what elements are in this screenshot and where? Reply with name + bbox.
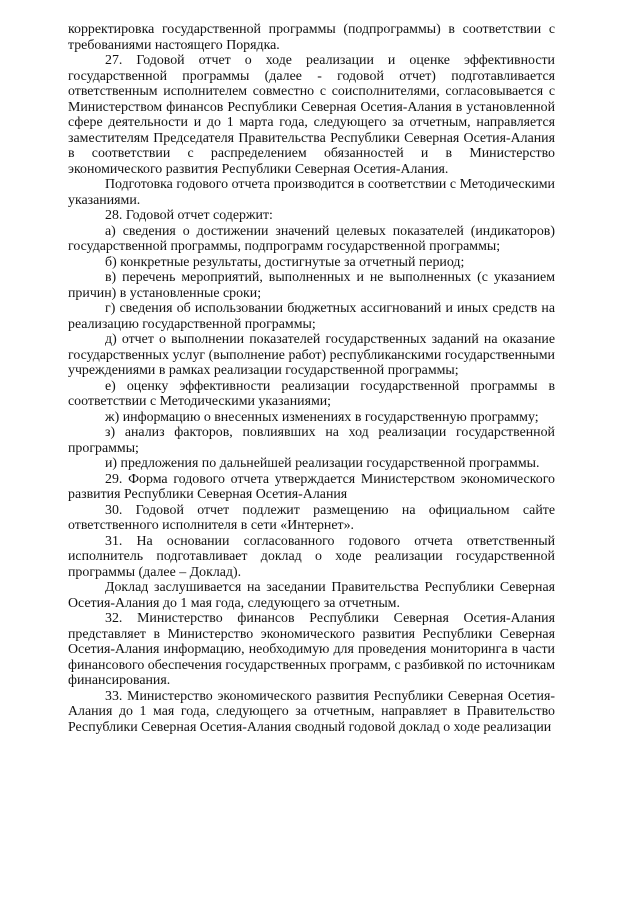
document-page [68,22,555,735]
paragraph-30: 30. Годовой отчет подлежит размещению на официальном сайте ответственного исполнителя в сети «Интернет». [68,502,555,533]
list-item-a: а) сведения о достижении значений целевых показателей (индикаторов) государственной программы, подпрограмм государственной программы; [68,223,555,254]
list-item-g: г) сведения об использовании бюджетных ассигнований и иных средств на реализацию государственной программы; [68,301,555,332]
paragraph-31: 31. На основании согласованного годового отчета ответственный исполнитель подготавливает доклад о ходе реализации государственной программы (далее – Доклад). [68,533,555,580]
list-item-e: е) оценку эффективности реализации государственной программы в соответствии с Методическими указаниями; [68,378,555,409]
paragraph-32: 32. Министерство финансов Республики Северная Осетия-Алания представляет в Министерство экономического развития Республики Северная Осетия-Алания информацию, необходимую для проведения мониторинга в части финансового обеспечения государственных программ, с разбивкой по источникам финансирования. [68,611,555,688]
list-item-d: д) отчет о выполнении показателей государственных заданий на оказание государственных услуг (выполнение работ) республиканскими государственными учреждениями в рамках реализации государственной программы; [68,332,555,378]
list-item-zh: ж) информацию о внесенных изменениях в государственную программу; [105,409,539,425]
list-item-i: и) предложения по дальнейшей реализации государственной программы. [105,456,540,471]
paragraph-continuation: корректировка государственной программы (подпрограммы) в соответствии с требованиями настоящего Порядка. [68,22,555,53]
paragraph-28: 28. Годовой отчет содержит: [105,208,273,223]
paragraph-31-report: Доклад заслушивается на заседании Правительства Республики Северная Осетия-Алания до 1 мая года, следующего за отчетным. [68,580,555,611]
paragraph-27: 27. Годовой отчет о ходе реализации и оценке эффективности государственной программы (далее - годовой отчет) подготавливается ответственным исполнителем совместно с соисполнителями, согласовывается с Министерством финансов Республики Северная Осетия-Алания в установленной сфере деятельности и до 1 марта года, следующего за отчетным, направляется заместителям Председателя Правительства Республики Северная Осетия-Алания в соответствии с распределением обязанностей и в Министерство экономического развития Республики Северная Осетия-Алания. [68,53,555,177]
list-item-b: б) конкретные результаты, достигнутые за отчетный период; [105,254,465,270]
list-item-z: з) анализ факторов, повлиявших на ход реализации государственной программы; [68,425,555,456]
paragraph-33: 33. Министерство экономического развития Республики Северная Осетия-Алания до 1 мая года, следующего за отчетным, направляет в Правительство Республики Северная Осетия-Алания сводный годовой доклад о ходе реализации [68,688,555,735]
paragraph-29: 29. Форма годового отчета утверждается Министерством экономического развития Республики Северная Осетия-Алания [68,471,555,502]
paragraph-27-preparation: Подготовка годового отчета производится в соответствии с Методическими указаниями. [68,177,555,208]
list-item-v: в) перечень мероприятий, выполненных и не выполненных (с указанием причин) в установленные сроки; [68,270,555,301]
